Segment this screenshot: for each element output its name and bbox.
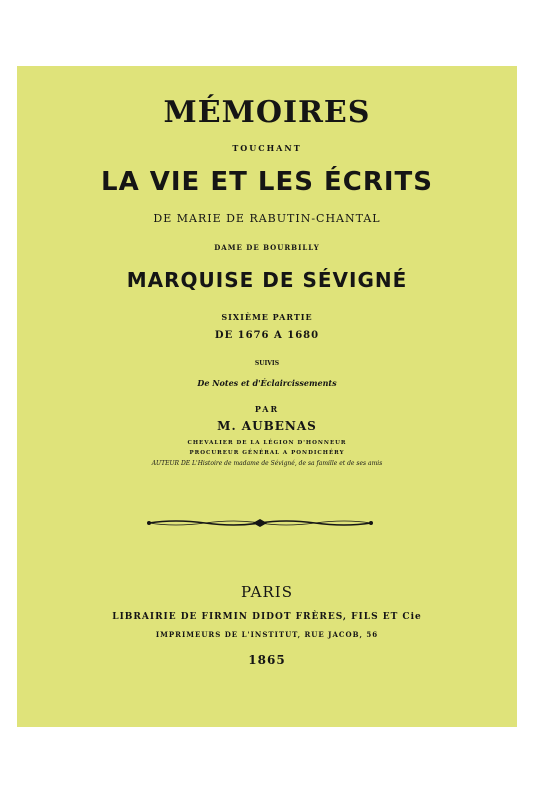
par-label: PAR — [254, 404, 280, 414]
author-credential-3: AUTEUR DE L'Histoire de madame de Sévigné, de sa famille et de ses amis — [151, 460, 383, 467]
marquise-title: MARQUISE DE SÉVIGNÉ — [126, 268, 408, 292]
author-credential-1: CHEVALIER DE LA LÉGION D'HONNEUR — [187, 440, 347, 446]
publication-year: 1865 — [248, 653, 286, 667]
subject-line: DE MARIE DE RABUTIN-CHANTAL — [153, 212, 381, 225]
notes-line: De Notes et d'Éclaircissements — [197, 378, 337, 388]
dame-line: DAME DE BOURBILLY — [214, 243, 320, 252]
touchant-line: TOUCHANT — [232, 143, 302, 153]
date-range: DE 1676 A 1680 — [214, 330, 320, 341]
book-cover — [17, 66, 517, 727]
suivis-label: SUIVIS — [254, 360, 280, 367]
city: PARIS — [240, 583, 294, 601]
printer: IMPRIMEURS DE L'INSTITUT, RUE JACOB, 56 — [155, 630, 379, 639]
publisher: LIBRAIRIE DE FIRMIN DIDOT FRÈRES, FILS ET Cie — [112, 612, 422, 622]
author-credential-2: PROCUREUR GÉNÉRAL A PONDICHÉRY — [189, 450, 345, 456]
ornament-rule-icon — [145, 517, 375, 529]
part-label: SIXIÈME PARTIE — [221, 312, 313, 322]
subtitle: LA VIE ET LES ÉCRITS — [101, 167, 433, 197]
title: MÉMOIRES — [163, 95, 371, 130]
author-name: M. AUBENAS — [217, 419, 317, 433]
